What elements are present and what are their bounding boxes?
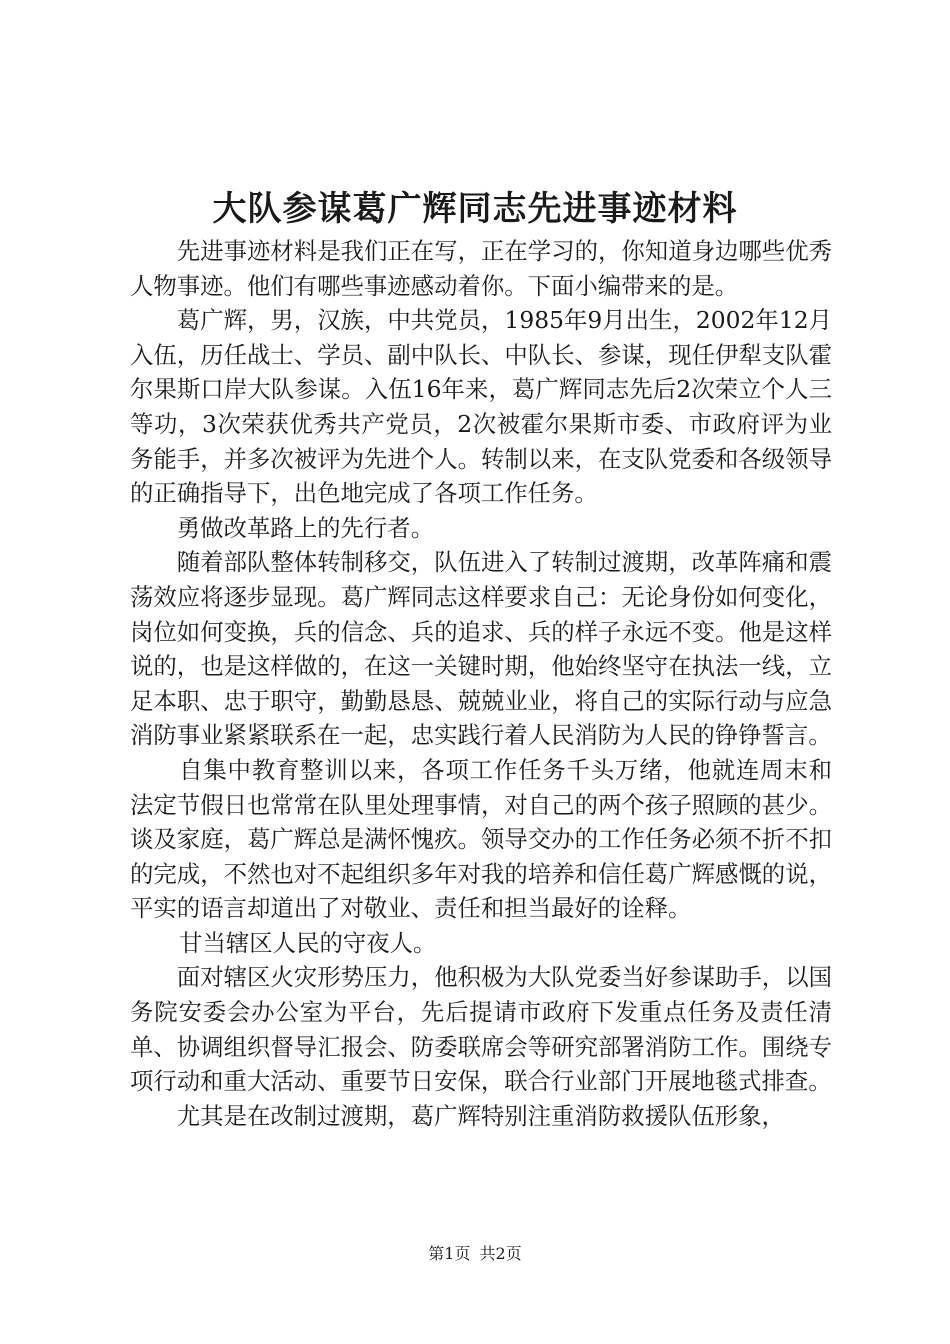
section-heading-guardian: 甘当辖区人民的守夜人。	[179, 928, 437, 957]
page-footer	[0, 1242, 950, 1266]
page-total: 共2页	[479, 1244, 522, 1263]
paragraph-fire-safety: 面对辖区火灾形势压力，他积极为大队党委当好参谋助手，以国务院安委会办公室为平台，先后提请市政府下发重点任务及责任清单、协调组织督导汇报会、防委联席会等研究部署消防工作。围绕专项行动和重大活动、重要节日安保，联合行业部门开展地毯式排查。	[130, 963, 832, 1096]
document-body	[130, 234, 832, 1133]
page-title: 大队参谋葛广辉同志先进事迹材料	[212, 189, 738, 229]
paragraph-intro: 先进事迹材料是我们正在写，正在学习的，你知道身边哪些优秀人物事迹。他们有哪些事迹感动着你。下面小编带来的是。	[130, 237, 832, 300]
paragraph-reform: 随着部队整体转制移交，队伍进入了转制过渡期，改革阵痛和震荡效应将逐步显现。葛广辉同志这样要求自己：无论身份如何变化，岗位如何变换，兵的信念、兵的追求、兵的样子永远不变。他是这样说的，也是这样做的，在这一关键时期，他始终坚守在执法一线，立足本职、忠于职守，勤勤恳恳、兢兢业业，将自己的实际行动与应急消防事业紧紧联系在一起，忠实践行着人民消防为人民的铮铮誓言。	[130, 548, 832, 750]
paragraph-transition: 尤其是在改制过渡期，葛广辉特别注重消防救援队伍形象，	[176, 1101, 785, 1130]
section-heading-reform: 勇做改革路上的先行者。	[176, 513, 435, 542]
paragraph-bio: 葛广辉，男，汉族，中共党员，1985年9月出生，2002年12月入伍，历任战士、学员、副中队长、中队长、参谋，现任伊犁支队霍尔果斯口岸大队参谋。入伍16年来，葛广辉同志先后2次荣立个人三等功，3次荣获优秀共产党员，2次被霍尔果斯市委、市政府评为业务能手，并多次被评为先进个人。转制以来，在支队党委和各级领导的正确指导下，出色地完成了各项工作任务。	[130, 306, 832, 508]
page-number: 第1页	[428, 1244, 471, 1263]
paragraph-training: 自集中教育整训以来，各项工作任务千头万绪，他就连周末和法定节假日也常常在队里处理事情，对自己的两个孩子照顾的甚少。谈及家庭，葛广辉总是满怀愧疚。领导交办的工作任务必须不折不扣的完成，不然也对不起组织多年对我的培养和信任葛广辉感慨的说，平实的语言却道出了对敬业、责任和担当最好的诠释。	[130, 755, 832, 923]
